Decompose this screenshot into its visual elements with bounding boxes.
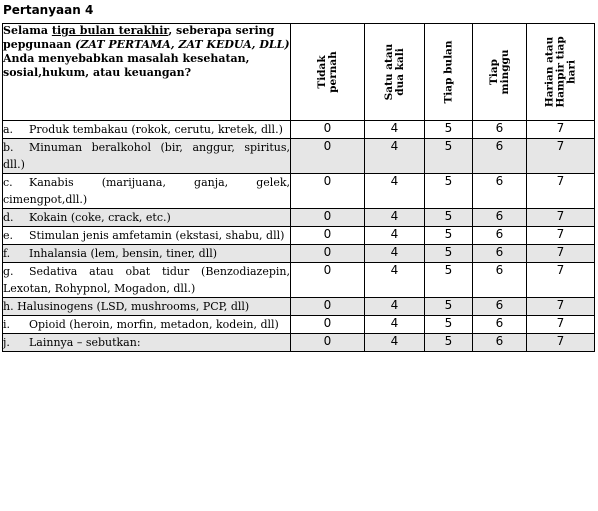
substance-cell: c. Kanabis (marijuana, ganja, gelek, cimengpot,dll.) bbox=[3, 174, 291, 209]
table-row bbox=[3, 227, 595, 245]
score-cell[interactable]: 7 bbox=[527, 209, 595, 227]
table-row bbox=[3, 139, 595, 174]
score-cell[interactable]: 0 bbox=[291, 121, 365, 139]
table-row bbox=[3, 174, 595, 209]
substance-cell: d. Kokain (coke, crack, etc.) bbox=[3, 209, 291, 227]
score-cell[interactable]: 6 bbox=[473, 139, 527, 174]
score-cell[interactable]: 7 bbox=[527, 174, 595, 209]
substance-placeholder: (ZAT PERTAMA, ZAT KEDUA, DLL) bbox=[75, 38, 290, 51]
substance-cell: h. Halusinogens (LSD, mushrooms, PCP, dll) bbox=[3, 298, 291, 316]
score-cell[interactable]: 5 bbox=[425, 298, 473, 316]
score-cell[interactable]: 4 bbox=[365, 245, 425, 263]
score-cell[interactable]: 4 bbox=[365, 121, 425, 139]
column-header-never: Tidak pernah bbox=[291, 24, 365, 121]
score-cell[interactable]: 6 bbox=[473, 334, 527, 352]
score-cell[interactable]: 7 bbox=[527, 298, 595, 316]
score-cell[interactable]: 5 bbox=[425, 139, 473, 174]
score-cell[interactable]: 5 bbox=[425, 245, 473, 263]
table-row bbox=[3, 316, 595, 334]
substance-cell: e. Stimulan jenis amfetamin (ekstasi, shabu, dll) bbox=[3, 227, 291, 245]
score-cell[interactable]: 5 bbox=[425, 316, 473, 334]
timeframe-underlined: tiga bulan terakhir bbox=[51, 24, 169, 37]
substance-cell: g. Sedativa atau obat tidur (Benzodiazepin, Lexotan, Rohypnol, Mogadon, dll.) bbox=[3, 263, 291, 298]
score-cell[interactable]: 5 bbox=[425, 334, 473, 352]
score-cell[interactable]: 6 bbox=[473, 227, 527, 245]
score-cell[interactable]: 7 bbox=[527, 334, 595, 352]
score-cell[interactable]: 5 bbox=[425, 227, 473, 245]
score-cell[interactable]: 7 bbox=[527, 227, 595, 245]
score-cell[interactable]: 7 bbox=[527, 121, 595, 139]
substance-cell: j. Lainnya – sebutkan: bbox=[3, 334, 291, 352]
score-cell[interactable]: 4 bbox=[365, 334, 425, 352]
score-cell[interactable]: 0 bbox=[291, 227, 365, 245]
table-row bbox=[3, 263, 595, 298]
score-cell[interactable]: 5 bbox=[425, 263, 473, 298]
column-header-once-twice: Satu atau dua kali bbox=[365, 24, 425, 121]
column-header-daily: Harian atau Hampir tiap hari bbox=[527, 24, 595, 121]
score-cell[interactable]: 0 bbox=[291, 174, 365, 209]
score-cell[interactable]: 0 bbox=[291, 245, 365, 263]
score-cell[interactable]: 6 bbox=[473, 263, 527, 298]
table-row bbox=[3, 121, 595, 139]
score-cell[interactable]: 7 bbox=[527, 316, 595, 334]
score-cell[interactable]: 5 bbox=[425, 209, 473, 227]
score-cell[interactable]: 6 bbox=[473, 245, 527, 263]
column-header-weekly: Tiap minggu bbox=[473, 24, 527, 121]
substance-cell: a. Produk tembakau (rokok, cerutu, kretek, dll.) bbox=[3, 121, 291, 139]
question-text: Selama tiga bulan terakhir, seberapa sering pepgunaan (ZAT PERTAMA, ZAT KEDUA, DLL) Anda menyebabkan masalah kesehatan, sosial,hukum, atau keuangan? bbox=[3, 24, 291, 121]
score-cell[interactable]: 6 bbox=[473, 209, 527, 227]
score-cell[interactable]: 0 bbox=[291, 263, 365, 298]
score-cell[interactable]: 6 bbox=[473, 298, 527, 316]
score-cell[interactable]: 7 bbox=[527, 139, 595, 174]
score-cell[interactable]: 7 bbox=[527, 245, 595, 263]
column-header-monthly: Tiap bulan bbox=[425, 24, 473, 121]
header-row bbox=[3, 24, 595, 121]
score-cell[interactable]: 0 bbox=[291, 334, 365, 352]
substance-cell: b. Minuman beralkohol (bir, anggur, spiritus, dll.) bbox=[3, 139, 291, 174]
substance-cell: i. Opioid (heroin, morfin, metadon, kodein, dll) bbox=[3, 316, 291, 334]
substance-cell: f. Inhalansia (lem, bensin, tiner, dll) bbox=[3, 245, 291, 263]
table-row bbox=[3, 334, 595, 352]
score-cell[interactable]: 4 bbox=[365, 263, 425, 298]
score-cell[interactable]: 6 bbox=[473, 174, 527, 209]
score-cell[interactable]: 5 bbox=[425, 121, 473, 139]
score-cell[interactable]: 0 bbox=[291, 316, 365, 334]
score-cell[interactable]: 0 bbox=[291, 298, 365, 316]
score-cell[interactable]: 5 bbox=[425, 174, 473, 209]
table-row bbox=[3, 298, 595, 316]
question-table bbox=[2, 23, 595, 352]
score-cell[interactable]: 4 bbox=[365, 316, 425, 334]
score-cell[interactable]: 4 bbox=[365, 227, 425, 245]
score-cell[interactable]: 4 bbox=[365, 209, 425, 227]
score-cell[interactable]: 7 bbox=[527, 263, 595, 298]
score-cell[interactable]: 0 bbox=[291, 139, 365, 174]
score-cell[interactable]: 4 bbox=[365, 139, 425, 174]
score-cell[interactable]: 0 bbox=[291, 209, 365, 227]
table-row bbox=[3, 245, 595, 263]
score-cell[interactable]: 6 bbox=[473, 121, 527, 139]
score-cell[interactable]: 4 bbox=[365, 298, 425, 316]
score-cell[interactable]: 6 bbox=[473, 316, 527, 334]
score-cell[interactable]: 4 bbox=[365, 174, 425, 209]
section-title: Pertanyaan 4 bbox=[3, 3, 94, 17]
table-row bbox=[3, 209, 595, 227]
